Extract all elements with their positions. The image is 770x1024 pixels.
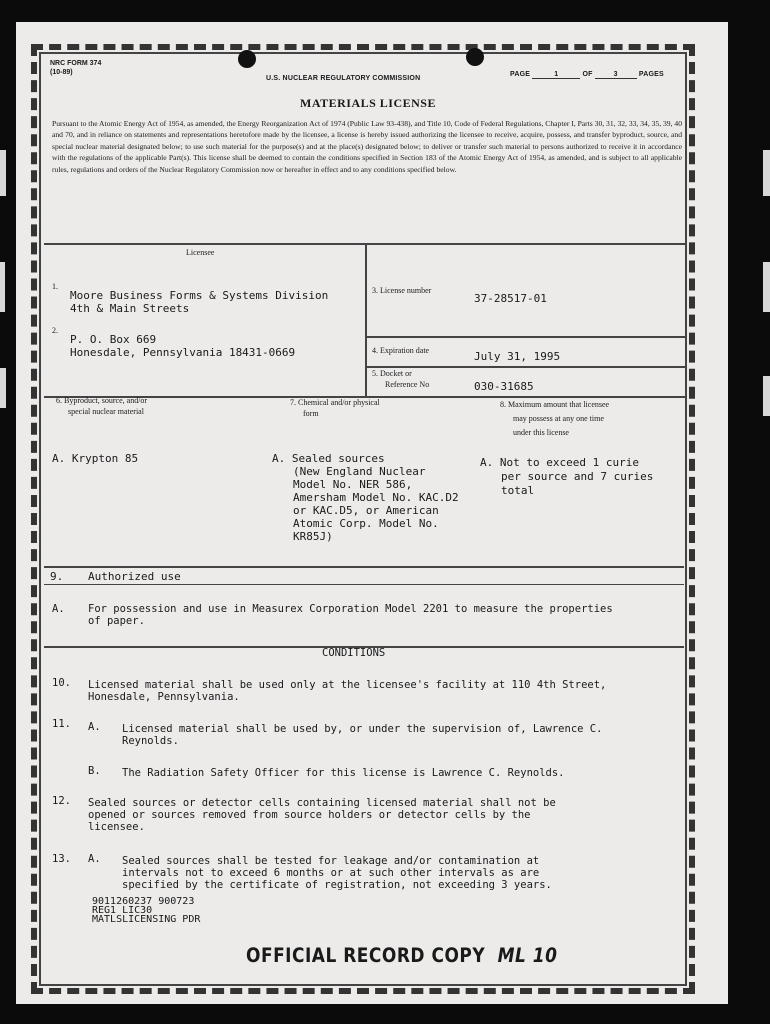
scan-artifact xyxy=(0,262,5,312)
stamp-text: OFFICIAL RECORD COPY xyxy=(246,944,486,968)
docket-label-1: 5. Docket or xyxy=(372,369,412,378)
form-revision: (10-89) xyxy=(50,69,73,76)
scan-artifact xyxy=(763,376,770,416)
scan-artifact xyxy=(0,150,6,196)
scan-artifact xyxy=(0,368,6,408)
material-name: A. Krypton 85 xyxy=(52,452,139,465)
expiration-label: 4. Expiration date xyxy=(372,346,430,355)
condition-13a-line-2: intervals not to exceed 6 months or at such other intervals as are xyxy=(122,867,540,879)
pages-label: PAGES xyxy=(638,71,664,78)
document-code-3: MATLSLICENSING PDR xyxy=(92,914,201,925)
authorized-use-label: Authorized use xyxy=(88,570,181,583)
scan-artifact xyxy=(763,150,770,196)
page-counter xyxy=(510,71,664,79)
form-line-2: (New England Nuclear xyxy=(293,465,426,478)
max-line-3: total xyxy=(501,484,535,497)
condition-12-line-2: opened or sources removed from source holders or detector cells by the xyxy=(88,809,531,821)
col8-header-1: 8. Maximum amount that licensee xyxy=(500,400,610,409)
license-number-label: 3. License number xyxy=(372,286,432,295)
section-9-number: 9. xyxy=(50,570,64,583)
stamp-mark: ML 10 xyxy=(497,944,558,968)
condition-13a-line-3: specified by the certificate of registration, not exceeding 3 years. xyxy=(122,879,552,891)
divider xyxy=(44,584,684,585)
divider xyxy=(365,366,686,368)
license-number: 37-28517-01 xyxy=(474,292,547,305)
form-line-5: or KAC.D5, or American xyxy=(293,504,439,517)
expiration-date: July 31, 1995 xyxy=(474,350,561,363)
form-line-3: Model No. NER 586, xyxy=(293,478,413,491)
item-1-number: 1. xyxy=(52,282,58,291)
condition-12-number: 12. xyxy=(52,795,71,807)
conditions-header: CONDITIONS xyxy=(322,647,386,659)
col7-header-2: form xyxy=(303,409,319,418)
page-label: PAGE xyxy=(510,71,531,78)
col6-header-1: 6. Byproduct, source, and/or xyxy=(56,396,148,405)
divider xyxy=(44,566,684,568)
form-line-6: Atomic Corp. Model No. xyxy=(293,517,439,530)
condition-11b-letter: B. xyxy=(88,765,101,777)
condition-11b-line-1: The Radiation Safety Officer for this license is Lawrence C. Reynolds. xyxy=(122,767,565,779)
col8-header-3: under this license xyxy=(513,428,569,437)
form-id: NRC FORM 374 xyxy=(50,60,102,67)
form-line-1: A. Sealed sources xyxy=(272,452,385,465)
licensee-name: Moore Business Forms & Systems Division xyxy=(70,289,329,302)
licensee-header: Licensee xyxy=(186,248,215,257)
licensee-street: 4th & Main Streets xyxy=(70,302,190,315)
page-number: 1 xyxy=(532,71,580,79)
docket-number: 030-31685 xyxy=(474,380,534,393)
condition-11a-line-2: Reynolds. xyxy=(122,735,179,747)
authorized-use-line-1: For possession and use in Measurex Corporation Model 2201 to measure the properties xyxy=(88,603,613,615)
form-line-7: KR85J) xyxy=(293,530,333,543)
condition-11-number: 11. xyxy=(52,718,71,730)
item-2-number: 2. xyxy=(52,326,58,335)
col7-header-1: 7. Chemical and/or physical xyxy=(290,398,380,407)
intro-paragraph: Pursuant to the Atomic Energy Act of 1954, as amended, the Energy Reorganization Act of 1974 (Public Law 93-438), and Title 10, Code of Federal Regulations, Chapter I, Parts 30, 31, 32, 33, 34, 35, 39, 40 and 70, and in reliance on statements and representations heretofore made by the licensee, a license is hereby issued authorizing the licensee to receive, acquire, possess, and transfer byproduct, source, and special nuclear material designated below; to use such material for the purpose(s) and at the place(s) designated below; to deliver or transfer such material to persons authorized to receive it in accordance with the regulations of the applicable Part(s). This license shall be deemed to contain the conditions specified in Section 183 of the Atomic Energy Act of 1954, as amended, and is subject to all applicable rules, regulations and orders of the Nuclear Regulatory Commission now or hereafter in effect and to any conditions specified below. xyxy=(52,119,682,174)
max-line-1: A. Not to exceed 1 curie xyxy=(480,456,639,469)
divider xyxy=(365,336,686,338)
of-label: OF xyxy=(582,71,593,78)
document-title: MATERIALS LICENSE xyxy=(300,96,436,110)
docket-label-2: Reference No xyxy=(385,380,430,389)
form-line-4: Amersham Model No. KAC.D2 xyxy=(293,491,459,504)
max-line-2: per source and 7 curies xyxy=(501,470,654,483)
col6-header-2: special nuclear material xyxy=(68,407,144,416)
authorized-use-line-2: of paper. xyxy=(88,615,145,627)
condition-13-number: 13. xyxy=(52,853,71,865)
condition-11a-letter: A. xyxy=(88,721,101,733)
col8-header-2: may possess at any one time xyxy=(513,414,604,423)
divider xyxy=(365,243,367,398)
condition-10-line-1: Licensed material shall be used only at the licensee's facility at 110 4th Street, xyxy=(88,679,607,691)
licensee-city: Honesdale, Pennsylvania 18431-0669 xyxy=(70,346,296,359)
authorized-a-letter: A. xyxy=(52,603,65,615)
licensee-po-box: P. O. Box 669 xyxy=(70,333,157,346)
condition-13a-letter: A. xyxy=(88,853,101,865)
condition-12-line-3: licensee. xyxy=(88,821,145,833)
document-code-1: 9011260237 900723 xyxy=(92,896,195,907)
punch-hole-left xyxy=(238,50,256,68)
condition-12-line-1: Sealed sources or detector cells containing licensed material shall not be xyxy=(88,797,556,809)
page-total: 3 xyxy=(595,71,637,79)
condition-10-line-2: Honesdale, Pennsylvania. xyxy=(88,691,240,703)
scan-artifact xyxy=(763,262,770,312)
punch-hole-right xyxy=(466,48,484,66)
condition-13a-line-1: Sealed sources shall be tested for leakage and/or contamination at xyxy=(122,855,540,867)
agency-name: U.S. NUCLEAR REGULATORY COMMISSION xyxy=(266,75,421,82)
official-record-stamp xyxy=(246,945,557,968)
document-code-2: REG1 LIC30 xyxy=(92,905,153,916)
condition-11a-line-1: Licensed material shall be used by, or under the supervision of, Lawrence C. xyxy=(122,723,603,735)
condition-10-number: 10. xyxy=(52,677,71,689)
